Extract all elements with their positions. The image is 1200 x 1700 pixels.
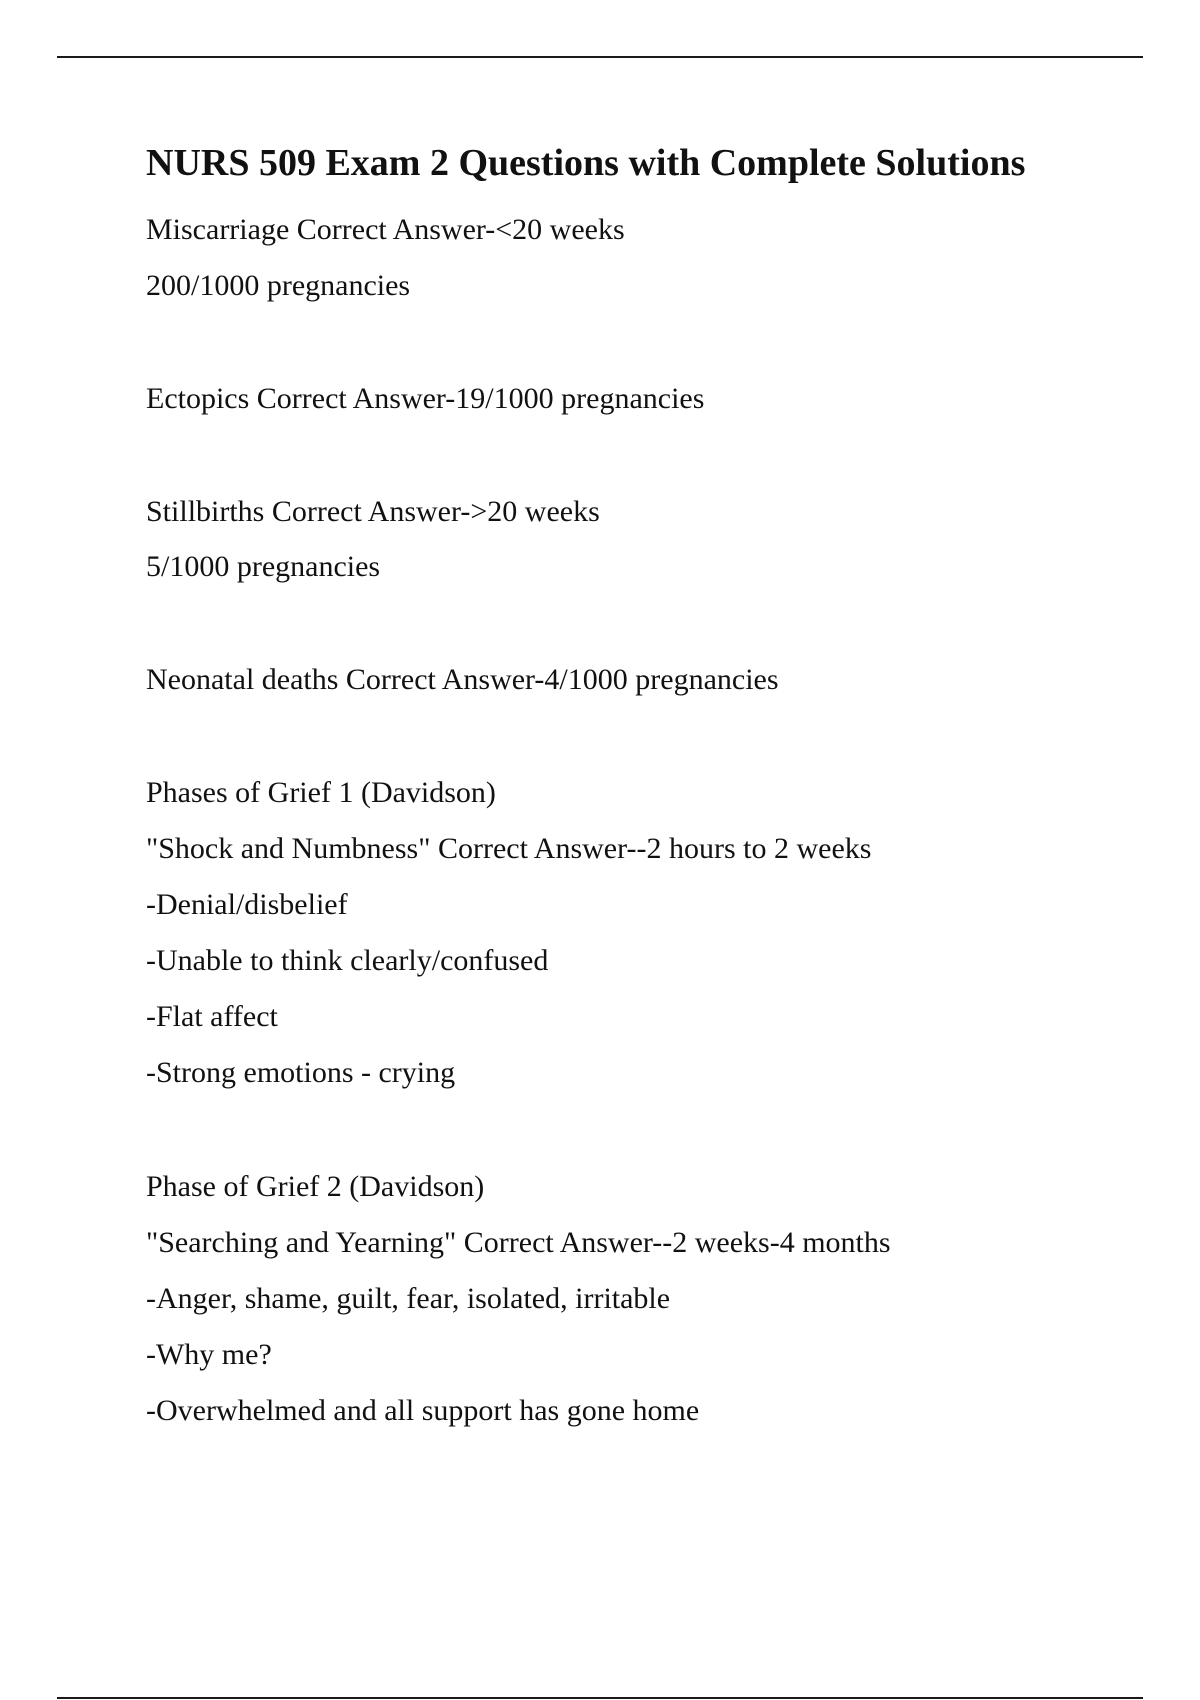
grief1-heading-line: Phases of Grief 1 (Davidson) <box>146 776 496 809</box>
grief2-detail-line: -Anger, shame, guilt, fear, isolated, irritable <box>146 1282 671 1315</box>
stillbirths-answer-line: 5/1000 pregnancies <box>146 550 381 583</box>
grief2-answer-line: "Searching and Yearning" Correct Answer--2 weeks-4 months <box>146 1226 891 1259</box>
grief2-detail-line: -Overwhelmed and all support has gone home <box>146 1394 700 1427</box>
stillbirths-question-line: Stillbirths Correct Answer->20 weeks <box>146 495 600 528</box>
document-title: NURS 509 Exam 2 Questions with Complete Solutions <box>146 142 1026 184</box>
grief1-detail-line: -Flat affect <box>146 1000 278 1033</box>
grief1-answer-line: "Shock and Numbness" Correct Answer--2 hours to 2 weeks <box>146 832 872 865</box>
ectopics-question-line: Ectopics Correct Answer-19/1000 pregnancies <box>146 382 705 415</box>
header-divider <box>57 56 1143 58</box>
grief1-detail-line: -Unable to think clearly/confused <box>146 944 549 977</box>
grief2-detail-line: -Why me? <box>146 1338 272 1371</box>
grief1-detail-line: -Denial/disbelief <box>146 888 348 921</box>
footer-divider <box>57 1697 1143 1699</box>
miscarriage-question-line: Miscarriage Correct Answer-<20 weeks <box>146 213 625 246</box>
neonatal-question-line: Neonatal deaths Correct Answer-4/1000 pregnancies <box>146 663 779 696</box>
grief1-detail-line: -Strong emotions - crying <box>146 1056 456 1089</box>
grief2-heading-line: Phase of Grief 2 (Davidson) <box>146 1170 485 1203</box>
miscarriage-answer-line: 200/1000 pregnancies <box>146 269 411 302</box>
